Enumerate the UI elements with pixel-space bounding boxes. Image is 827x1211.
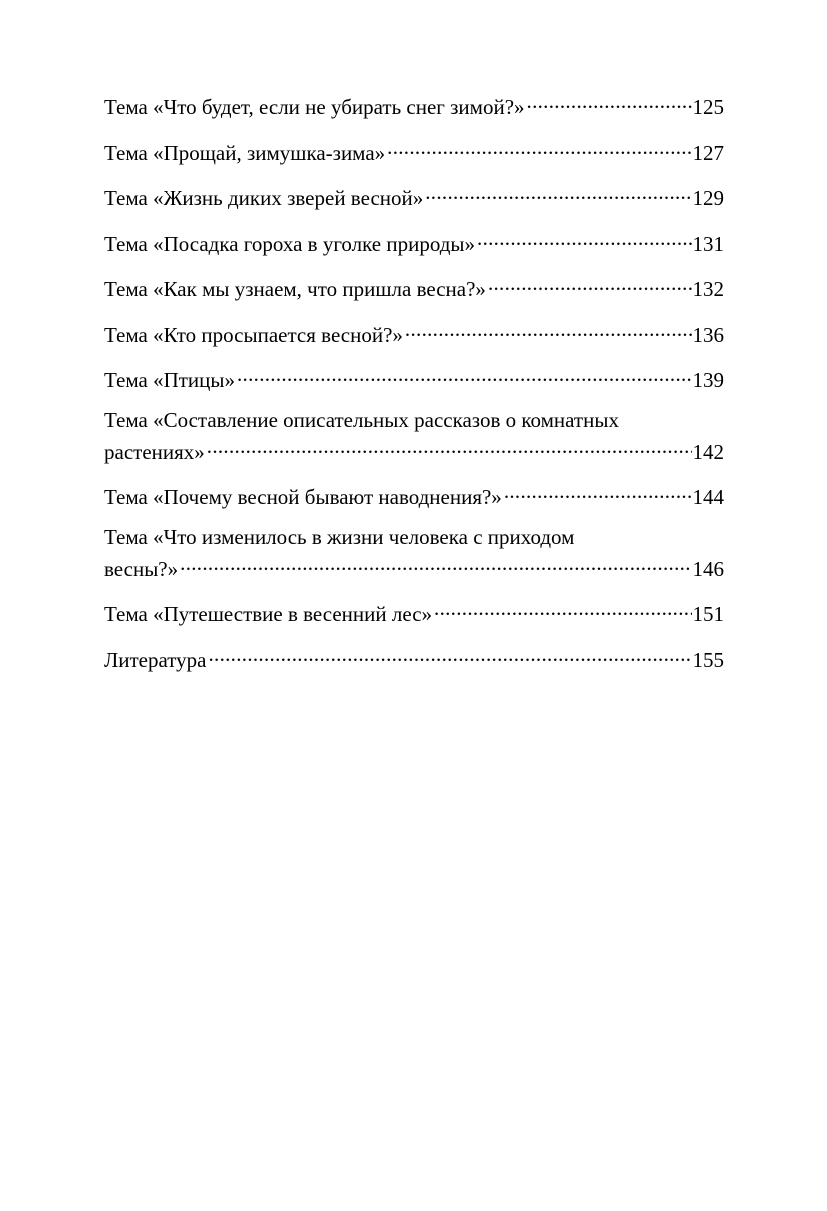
toc-entry-title: Тема «Прощай, зимушка-зима» (104, 140, 386, 165)
toc-entry (104, 270, 724, 302)
toc-entry-title-line: Тема «Составление описательных рассказов о комнатных (104, 407, 619, 432)
toc-page-number: 155 (692, 647, 724, 672)
toc-entry (104, 361, 724, 393)
dot-leader (504, 478, 692, 504)
toc-entry (104, 478, 724, 510)
toc-page-number: 131 (692, 231, 724, 256)
dot-leader (207, 433, 692, 459)
toc-entry (104, 641, 724, 673)
toc-entry-title: растениях» (104, 439, 205, 464)
table-of-contents (104, 88, 724, 686)
toc-entry (104, 316, 724, 348)
toc-page-number: 132 (692, 277, 724, 301)
toc-page-number: 146 (692, 556, 724, 581)
toc-entry-title: Тема «Жизнь диких зверей весной» (104, 186, 424, 210)
toc-entry-title: Тема «Что будет, если не убирать снег зимой?» (104, 95, 525, 119)
toc-entry-title: Тема «Почему весной бывают наводнения?» (104, 485, 502, 509)
toc-entry-title: Тема «Птицы» (104, 368, 235, 392)
dot-leader (425, 179, 691, 205)
toc-entry (104, 134, 724, 166)
toc-entry-title: Тема «Кто просыпается весной?» (104, 322, 403, 347)
dot-leader (387, 134, 691, 160)
toc-page-number: 142 (692, 439, 724, 464)
dot-leader (477, 225, 691, 251)
toc-entry-title: весны?» (104, 556, 179, 581)
toc-entry-title: Литература (104, 647, 207, 672)
toc-page-number: 125 (692, 95, 724, 119)
toc-entry (104, 179, 724, 211)
dot-leader (405, 316, 692, 342)
toc-entry (104, 225, 724, 257)
toc-entry (104, 88, 724, 120)
dot-leader (527, 88, 692, 114)
toc-page-number: 127 (692, 140, 724, 165)
toc-entry (104, 524, 724, 582)
toc-entry-title: Тема «Путешествие в весенний лес» (104, 602, 433, 626)
toc-page-number: 151 (692, 602, 724, 626)
dot-leader (434, 595, 691, 621)
dot-leader (208, 641, 691, 667)
toc-entry-title-line: Тема «Что изменилось в жизни человека с приходом (104, 524, 575, 549)
toc-page-number: 144 (692, 485, 724, 509)
toc-page-number: 139 (692, 368, 724, 392)
toc-entry (104, 595, 724, 627)
toc-entry (104, 407, 724, 465)
toc-page-number: 136 (692, 322, 724, 347)
dot-leader (237, 361, 692, 387)
toc-entry-title: Тема «Как мы узнаем, что пришла весна?» (104, 277, 486, 301)
dot-leader (180, 550, 691, 576)
dot-leader (488, 270, 692, 296)
toc-page-number: 129 (692, 186, 724, 210)
toc-entry-title: Тема «Посадка гороха в уголке природы» (104, 231, 476, 256)
